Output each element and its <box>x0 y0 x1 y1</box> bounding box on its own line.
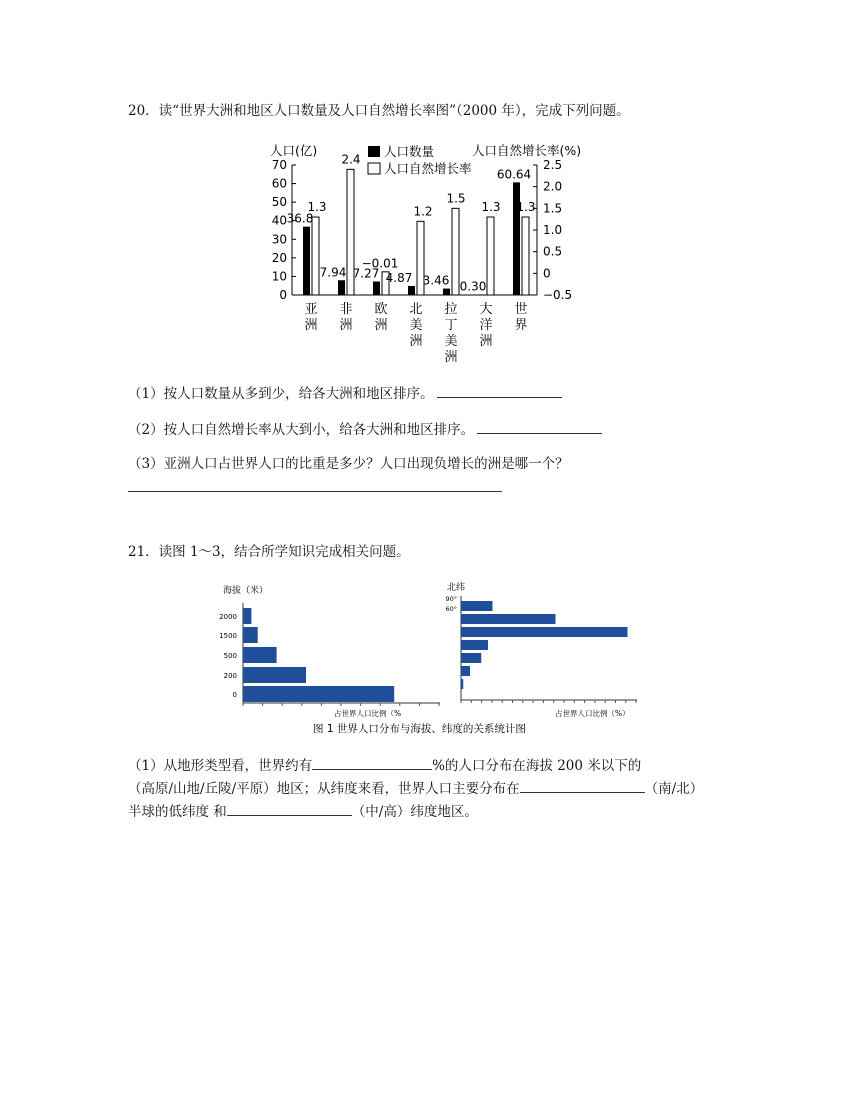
category-label: 洲 <box>479 334 493 349</box>
left-tick-label: 10 <box>271 269 287 284</box>
population-value-label: 7.94 <box>319 265 347 280</box>
population-value-label: 0.30 <box>459 279 487 294</box>
category-label: 世 <box>514 302 528 317</box>
category-label: 北 <box>409 302 423 317</box>
growth-value-label: 1.3 <box>516 200 536 214</box>
answer-blank-hemisphere[interactable] <box>520 778 645 793</box>
latitude-bar <box>461 640 488 650</box>
category-label: 美 <box>409 318 423 333</box>
figure-caption: 图 1 世界人口分布与海拔、纬度的关系统计图 <box>313 723 526 735</box>
category-label: 丁 <box>444 318 458 333</box>
left-tick-label: 70 <box>271 158 287 172</box>
latitude-axis-title: 北纬 <box>447 583 466 593</box>
altitude-bar <box>243 667 306 683</box>
left-tick-label: 60 <box>271 176 287 191</box>
latitude-x-label: 占世界人口比例（%） <box>555 709 630 718</box>
growth-value-label: 1.5 <box>446 191 466 206</box>
altitude-bar <box>243 686 394 702</box>
latitude-bar <box>461 666 470 676</box>
q20-question-1: （1）按人口数量从多到少，给各大洲和地区排序。 <box>128 383 562 403</box>
q21-line-3: 半球的低纬度 和 （中/高）纬度地区。 <box>128 801 478 821</box>
growth-value-label: 1.2 <box>413 204 433 219</box>
q21-line-2: （高原/山地/丘陵/平原）地区；从纬度来看，世界人口主要分布在 （南/北） <box>128 778 703 798</box>
left-tick-label: 0 <box>279 288 287 302</box>
growth-value-label: 1.3 <box>307 200 327 214</box>
category-label: 洲 <box>409 334 423 349</box>
category-label: 界 <box>514 318 528 333</box>
altitude-x-label: 占世界人口比例（% <box>334 709 402 718</box>
altitude-tick-label: 2000 <box>219 613 237 621</box>
left-tick-label: 30 <box>271 232 287 247</box>
q21-title: 21．读图 1～3，结合所学知识完成相关问题。 <box>128 544 410 560</box>
left-tick-label: 40 <box>271 213 287 228</box>
category-label: 欧 <box>374 302 388 317</box>
latitude-bar <box>461 653 481 663</box>
right-tick-label: 0.5 <box>543 244 563 259</box>
category-label: 非 <box>339 302 353 317</box>
population-value-label: 60.64 <box>496 167 532 182</box>
right-tick-label: 1.0 <box>543 223 563 237</box>
latitude-bar <box>461 614 556 624</box>
altitude-bar <box>243 627 258 643</box>
category-label: 美 <box>444 334 458 349</box>
q21-line-1: （1）从地形类型看，世界约有 %的人口分布在海拔 200 米以下的 <box>128 755 641 775</box>
answer-blank-latitude[interactable] <box>227 801 352 816</box>
category-label: 洲 <box>304 318 318 333</box>
category-label: 洲 <box>374 318 388 333</box>
population-value-label: 7.27 <box>352 266 380 281</box>
category-label: 洲 <box>339 318 353 333</box>
latitude-bar <box>461 601 493 611</box>
population-value-label: 3.46 <box>422 273 450 288</box>
altitude-bar <box>243 608 251 624</box>
growth-value-label: 2.4 <box>341 152 361 167</box>
latitude-tick-label: 60° <box>445 605 457 613</box>
latitude-tick-label: 90° <box>445 595 457 603</box>
right-tick-label: 0 <box>543 266 551 281</box>
left-tick-label: 20 <box>271 250 287 265</box>
altitude-tick-label: 500 <box>223 652 237 660</box>
altitude-tick-label: 1500 <box>219 632 237 640</box>
altitude-bar <box>243 647 277 663</box>
legend-label-growth: 人口自然增长率 <box>384 161 472 176</box>
latitude-bar <box>461 679 463 689</box>
right-axis-title: 人口自然增长率(%) <box>472 143 582 158</box>
q20-title: 20．读“世界大洲和地区人口数量及人口自然增长率图”（2000 年），完成下列问题。 <box>128 103 630 119</box>
answer-blank-percent[interactable] <box>312 755 432 770</box>
altitude-tick-label: 0 <box>232 691 237 699</box>
latitude-bar <box>461 627 628 637</box>
q20-question-2: （2）按人口自然增长率从大到小，给各大洲和地区排序。 <box>128 419 602 439</box>
left-axis-title: 人口(亿) <box>270 143 318 158</box>
right-tick-label: 2.5 <box>543 158 563 172</box>
growth-value-label: 1.3 <box>481 200 501 214</box>
category-label: 大 <box>479 302 493 317</box>
altitude-tick-label: 200 <box>223 672 237 680</box>
growth-value-label: −0.01 <box>361 256 399 271</box>
right-tick-label: 1.5 <box>543 201 563 216</box>
altitude-axis-title: 海拔（米） <box>223 586 269 596</box>
right-tick-label: −0.5 <box>543 288 573 302</box>
category-label: 亚 <box>304 302 318 317</box>
category-label: 洋 <box>479 318 493 333</box>
population-value-label: 4.87 <box>385 270 413 285</box>
right-tick-label: 2.0 <box>543 179 563 194</box>
q20-question-3: （3）亚洲人口占世界人口的比重是多少？人口出现负增长的洲是哪一个？ <box>128 456 569 472</box>
legend-label-population: 人口数量 <box>384 144 435 159</box>
left-tick-label: 50 <box>271 195 287 210</box>
category-label: 洲 <box>444 350 458 365</box>
population-value-label: 36.8 <box>286 211 314 226</box>
category-label: 拉 <box>444 302 458 317</box>
